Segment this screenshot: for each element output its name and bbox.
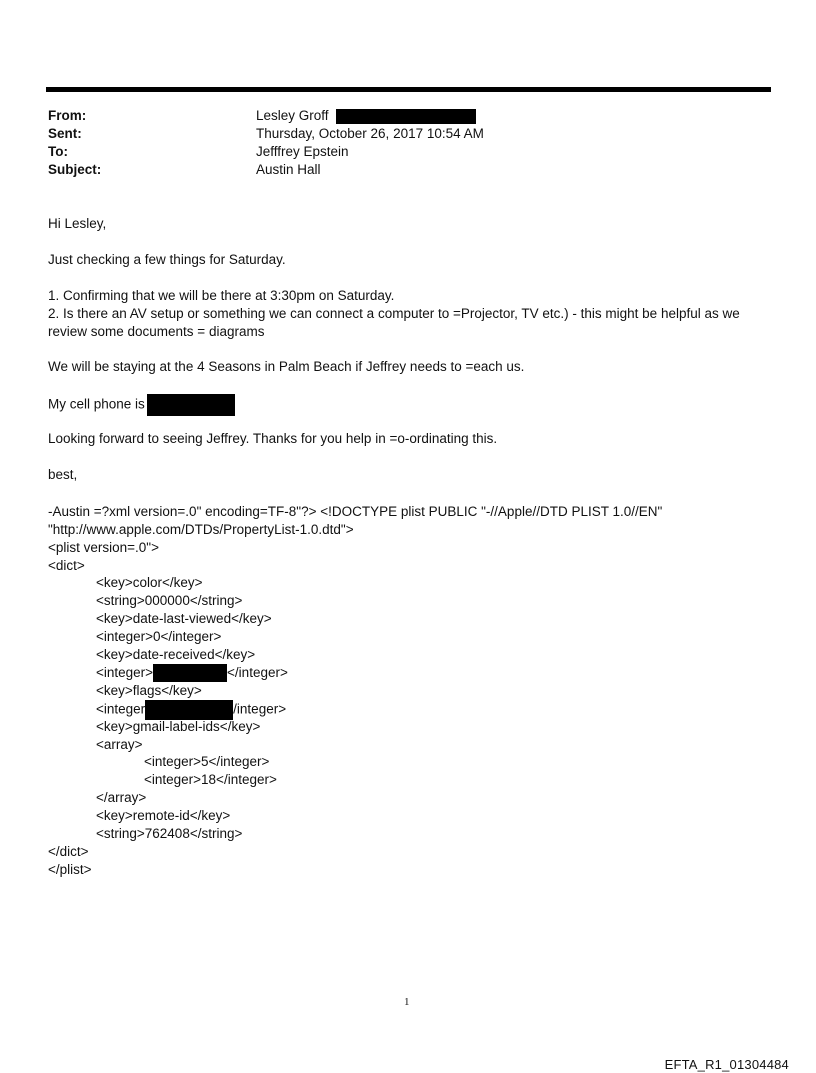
bates-number: EFTA_R1_01304484 [664,1057,789,1072]
plist-line: <key>date-received</key> [96,647,256,662]
subject-label: Subject: [48,162,102,177]
plist-line-redacted [96,700,286,720]
plist-fragment: <integer [96,701,146,717]
plist-line: <integer>0</integer> [96,629,222,644]
page-number: 1 [404,996,410,1008]
plist-line: <dict> [48,558,85,573]
from-name: Lesley Groff [256,108,329,123]
plist-line-redacted [96,664,288,682]
closing: best, [48,467,78,482]
plist-line: </dict> [48,844,89,859]
plist-line: <integer>18</integer> [144,772,277,787]
subject-value: Austin Hall [256,162,321,177]
plist-line: -Austin =?xml version=.0" encoding=TF-8"?> <!DOCTYPE plist PUBLIC "-//Apple//DTD PLIST 1.0//EN" [48,504,663,519]
plist-line: <key>remote-id</key> [96,808,231,823]
redaction-box [147,394,235,416]
from-label: From: [48,108,87,123]
plist-line: <key>color</key> [96,575,203,590]
body-paragraph: We will be staying at the 4 Seasons in Palm Beach if Jeffrey needs to =each us. [48,359,525,374]
plist-line: <plist version=.0"> [48,540,159,555]
plist-fragment: <integer> [96,665,154,680]
from-value [256,107,476,125]
plist-line: <string>000000</string> [96,593,243,608]
plist-fragment: </integer> [227,665,288,680]
body-list-item: 2. Is there an AV setup or something we can connect a computer to =Projector, TV etc.) - this might be helpful as we [48,306,740,321]
to-value: Jefffrey Epstein [256,144,349,159]
plist-line: <key>gmail-label-ids</key> [96,719,261,734]
body-list-item-continued: review some documents = diagrams [48,324,265,339]
plist-line: <integer>5</integer> [144,754,270,769]
to-label: To: [48,144,68,159]
body-paragraph: Just checking a few things for Saturday. [48,252,286,267]
sent-label: Sent: [48,126,82,141]
plist-line: </array> [96,790,147,805]
plist-line: <array> [96,737,143,752]
sent-value: Thursday, October 26, 2017 10:54 AM [256,126,484,141]
redaction-box [145,700,233,720]
cell-phone-line [48,394,235,416]
plist-fragment: /integer> [233,701,287,717]
plist-line: "http://www.apple.com/DTDs/PropertyList-1.0.dtd"> [48,522,354,537]
plist-line: <key>flags</key> [96,683,202,698]
header-divider-rule [46,87,771,92]
greeting: Hi Lesley, [48,216,107,231]
redaction-box [153,664,227,682]
plist-line: </plist> [48,862,92,877]
plist-line: <key>date-last-viewed</key> [96,611,272,626]
body-list-item: 1. Confirming that we will be there at 3:30pm on Saturday. [48,288,395,303]
body-paragraph: Looking forward to seeing Jeffrey. Thanks for you help in =o-ordinating this. [48,431,498,446]
plist-line: <string>762408</string> [96,826,243,841]
cell-phone-label: My cell phone is [48,396,145,412]
redaction-box [336,109,476,124]
